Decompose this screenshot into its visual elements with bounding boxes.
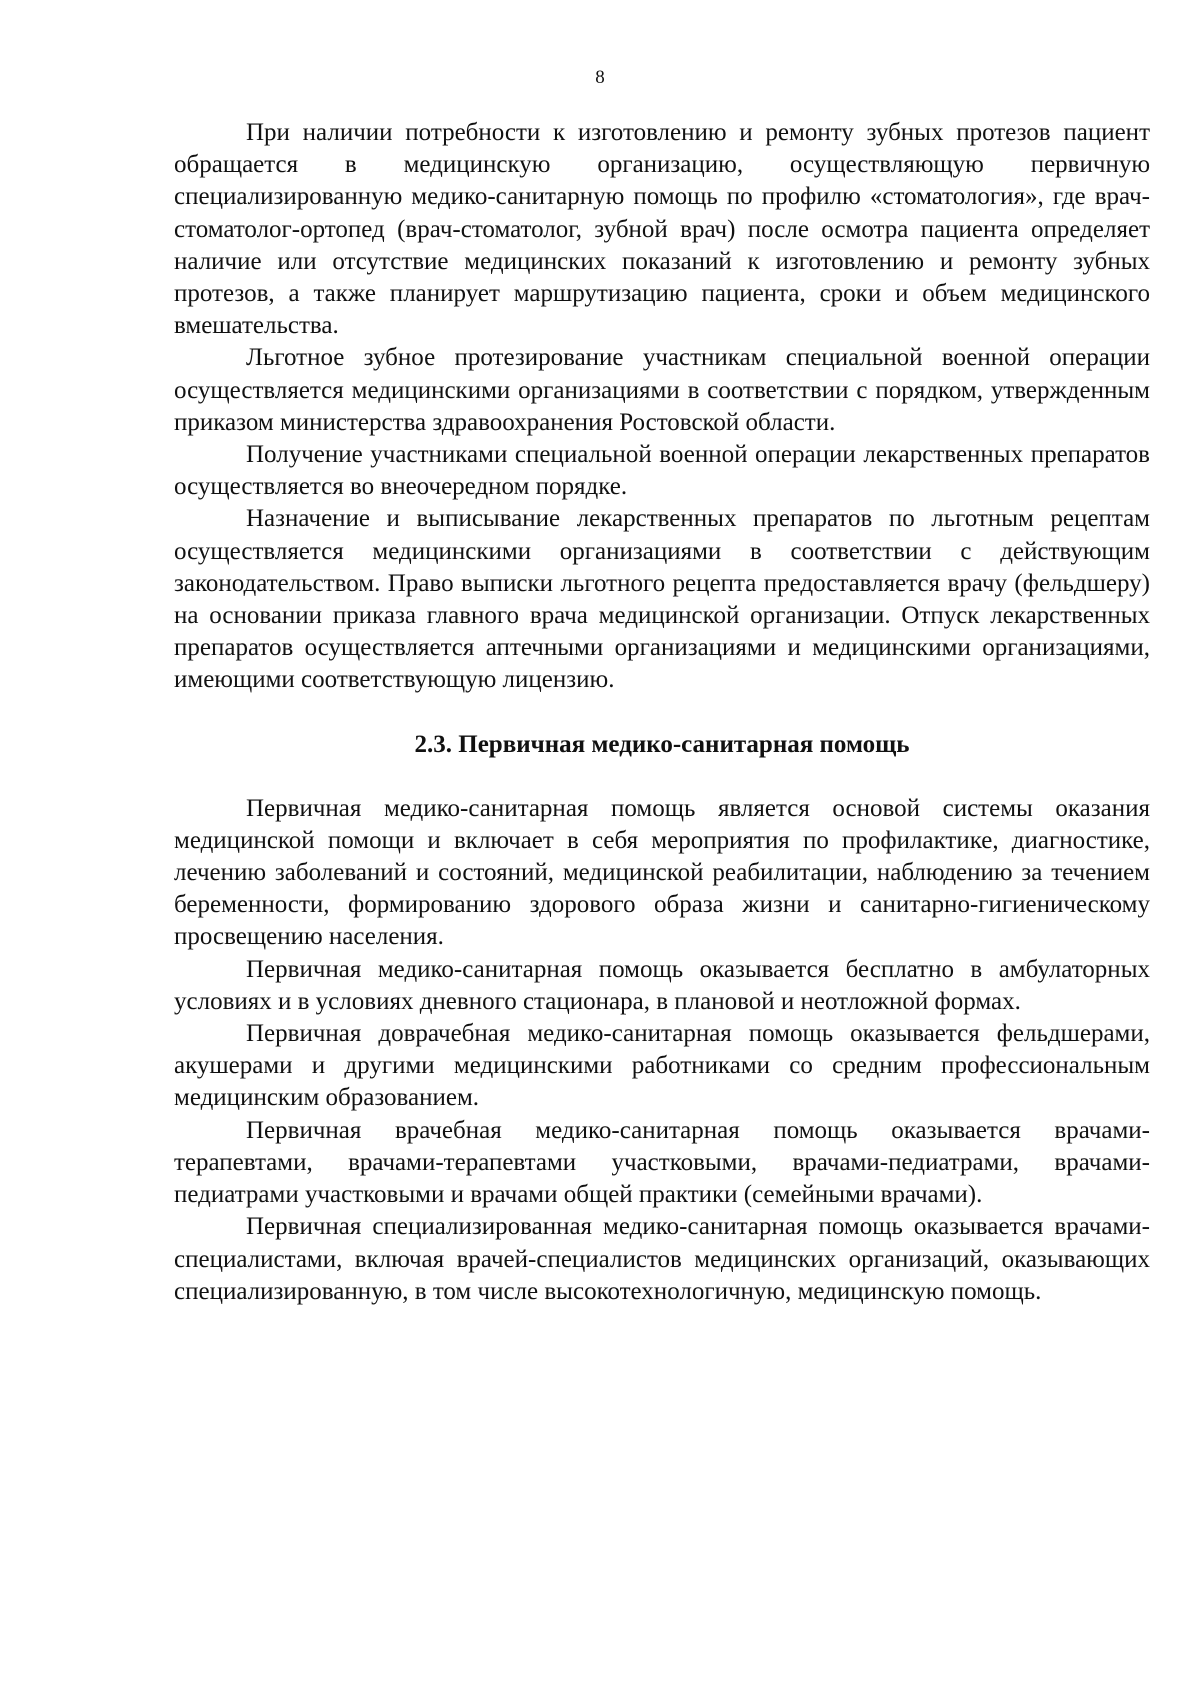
paragraph-primary-care-free: Первичная медико-санитарная помощь оказывается бесплатно в амбулаторных условиях и в условиях дневного стационара, в плановой и неотложной формах.: [174, 955, 1150, 1015]
paragraph-primary-care-definition: Первичная медико-санитарная помощь является основой системы оказания медицинской помощи и включает в себя мероприятия по профилактике, диагностике, лечению заболеваний и состояний, медицинской реабилитации, наблюдению за течением беременности, формированию здорового образа жизни и санитарно-гигиеническому просвещению населения.: [174, 794, 1150, 951]
page-number: 8: [595, 67, 605, 88]
paragraph-specialized-care: Первичная специализированная медико-санитарная помощь оказывается врачами-специалистами, включая врачей-специалистов медицинских организаций, оказывающих специализированную, в том числе высокотехнологичную, медицинскую помощь.: [174, 1213, 1150, 1305]
paragraph-dental-prosthetics: При наличии потребности к изготовлению и ремонту зубных протезов пациент обращается в медицинскую организацию, осуществляющую первичную специализированную медико-санитарную помощь по профилю «стоматология», где врач-стоматолог-ортопед (врач-стоматолог, зубной врач) после осмотра пациента определяет наличие или отсутствие медицинских показаний к изготовлению и ремонту зубных протезов, а также планирует маршрутизацию пациента, сроки и объем медицинского вмешательства.: [174, 119, 1150, 340]
section-heading: 2.3. Первичная медико-санитарная помощь: [414, 730, 910, 758]
paragraph-preferential-prosthetics: Льготное зубное протезирование участникам специальной военной операции осуществляется медицинскими организациями в соответствии с порядком, утвержденным приказом министерства здравоохранения Ростовской области.: [174, 344, 1150, 436]
paragraph-medication-priority: Получение участниками специальной военной операции лекарственных препаратов осуществляется во внеочередном порядке.: [174, 441, 1150, 501]
paragraph-medical-care: Первичная врачебная медико-санитарная помощь оказывается врачами-терапевтами, врачами-терапевтами участковыми, врачами-педиатрами, врачами-педиатрами участковыми и врачами общей практики (семейными врачами).: [174, 1116, 1150, 1209]
paragraph-prescriptions: Назначение и выписывание лекарственных препаратов по льготным рецептам осуществляется медицинскими организациями в соответствии с действующим законодательством. Право выписки льготного рецепта предоставляется врачу (фельдшеру) на основании приказа главного врача медицинской организации. Отпуск лекарственных препаратов осуществляется аптечными организациями и медицинскими организациями, имеющими соответствующую лицензию.: [174, 505, 1150, 694]
document-body: [174, 117, 1150, 1308]
paragraph-pre-medical-care: Первичная доврачебная медико-санитарная помощь оказывается фельдшерами, акушерами и другими медицинскими работниками со средним профессиональным медицинским образованием.: [174, 1020, 1150, 1112]
